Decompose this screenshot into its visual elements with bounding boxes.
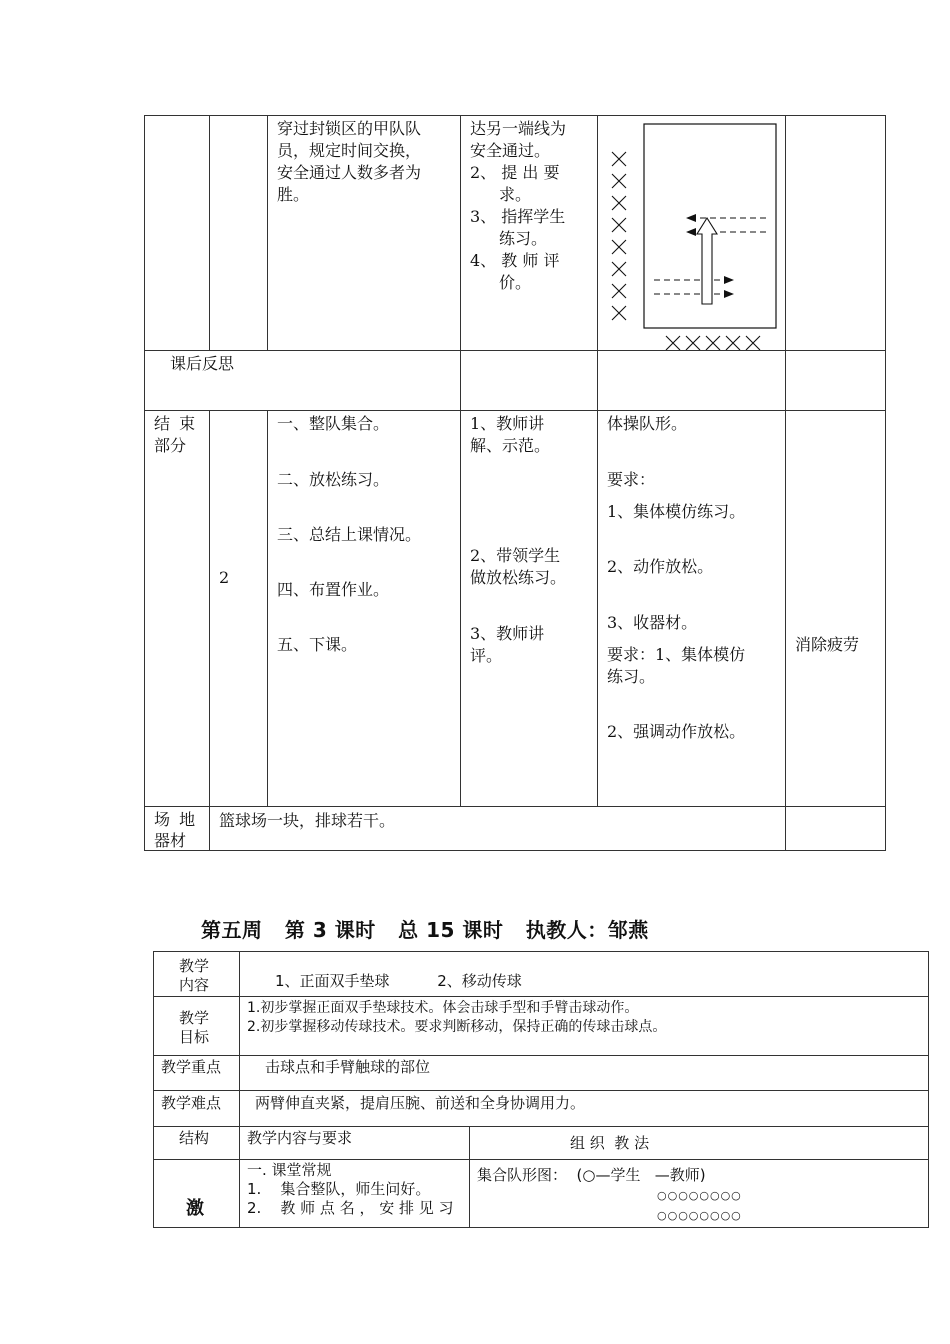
row1-method-line: 求。 bbox=[499, 185, 532, 204]
ending-org-line: 要求： bbox=[607, 470, 656, 489]
row1-content-line: 穿过封锁区的甲队队 bbox=[277, 119, 422, 138]
content-label: 内容 bbox=[179, 976, 210, 994]
structure-cell: 激 bbox=[186, 1198, 204, 1219]
content-label: 教学 bbox=[179, 957, 210, 975]
goal-label: 目标 bbox=[179, 1028, 210, 1046]
ending-teacher-line: 评。 bbox=[470, 646, 503, 665]
structure-header: 结构 bbox=[179, 1129, 210, 1147]
organization-method-header: 组 织 教 法 bbox=[570, 1134, 650, 1152]
row1-method-line: 3、 指挥学生 bbox=[470, 207, 566, 226]
row1-content-line: 员，规定时间交换， bbox=[277, 141, 422, 160]
routine-line: 2. 教 师 点 名 ， 安 排 见 习 bbox=[247, 1199, 454, 1217]
row1-method-line: 练习。 bbox=[499, 229, 548, 248]
ending-org-line: 2、动作放松。 bbox=[607, 557, 714, 576]
ending-org-line: 3、收器材。 bbox=[607, 613, 698, 632]
ending-teacher-line: 做放松练习。 bbox=[470, 568, 567, 587]
difficulty-label: 教学难点 bbox=[161, 1094, 222, 1112]
routine-line: 1. 集合整队，师生问好。 bbox=[247, 1180, 431, 1198]
ending-content-line: 三、总结上课情况。 bbox=[277, 525, 422, 544]
reflection-label: 课后反思 bbox=[170, 354, 235, 373]
key-point-label: 教学重点 bbox=[161, 1058, 222, 1076]
formation-row: ○○○○○○○○ bbox=[657, 1209, 742, 1222]
ending-org-line: 2、强调动作放松。 bbox=[607, 722, 746, 741]
row1-content-line: 安全通过人数多者为 bbox=[277, 163, 422, 182]
key-point-value: 击球点和手臂触球的部位 bbox=[265, 1058, 431, 1076]
goal-line: 1.初步掌握正面双手垫球技术。体会击球手型和手臂击球动作。 bbox=[247, 1000, 639, 1016]
row1-method-line: 达另一端线为 bbox=[470, 119, 567, 138]
goal-line: 2.初步掌握移动传球技术。要求判断移动，保持正确的传球击球点。 bbox=[247, 1019, 667, 1035]
lesson-heading: 第五周 第 3 课时 总 15 课时 执教人：邹燕 bbox=[201, 918, 649, 942]
ending-section-label: 部分 bbox=[154, 436, 187, 455]
content-requirement-header: 教学内容与要求 bbox=[247, 1129, 353, 1147]
row1-method-line: 4、 教 师 评 bbox=[470, 251, 560, 270]
formation-diagram bbox=[600, 118, 782, 350]
formation-row: ○○○○○○○○ bbox=[657, 1189, 742, 1202]
venue-value: 篮球场一块，排球若干。 bbox=[219, 811, 396, 830]
venue-label: 器材 bbox=[154, 831, 187, 850]
ending-org-line: 练习。 bbox=[607, 667, 656, 686]
ending-time: 2 bbox=[219, 568, 230, 587]
ending-org-line: 1、集体模仿练习。 bbox=[607, 502, 746, 521]
row1-method-line: 安全通过。 bbox=[470, 141, 551, 160]
ending-section-label: 结 束 bbox=[154, 414, 198, 433]
ending-org-line: 体操队形。 bbox=[607, 414, 688, 433]
routine-line: 一. 课堂常规 bbox=[247, 1161, 332, 1179]
ending-content-line: 五、下课。 bbox=[277, 635, 358, 654]
ending-content-line: 一、整队集合。 bbox=[277, 414, 390, 433]
goal-label: 教学 bbox=[179, 1009, 210, 1027]
difficulty-value: 两臂伸直夹紧，提肩压腕、前送和全身协调用力。 bbox=[255, 1094, 586, 1112]
ending-teacher-line: 1、教师讲 bbox=[470, 414, 545, 433]
formation-title: 集合队形图： (○—学生 —教师) bbox=[477, 1166, 706, 1184]
row1-method-line: 价。 bbox=[499, 273, 532, 292]
row1-content-line: 胜。 bbox=[277, 185, 310, 204]
ending-content-line: 二、放松练习。 bbox=[277, 470, 390, 489]
ending-org-line: 要求：1、集体模仿 bbox=[607, 645, 746, 664]
ending-purpose: 消除疲劳 bbox=[795, 635, 860, 654]
row1-method-line: 2、 提 出 要 bbox=[470, 163, 560, 182]
ending-teacher-line: 2、带领学生 bbox=[470, 546, 561, 565]
ending-teacher-line: 3、教师讲 bbox=[470, 624, 545, 643]
venue-label: 场 地 bbox=[154, 810, 198, 829]
content-value: 1、正面双手垫球 2、移动传球 bbox=[275, 972, 522, 990]
ending-content-line: 四、布置作业。 bbox=[277, 580, 390, 599]
ending-teacher-line: 解、示范。 bbox=[470, 436, 551, 455]
